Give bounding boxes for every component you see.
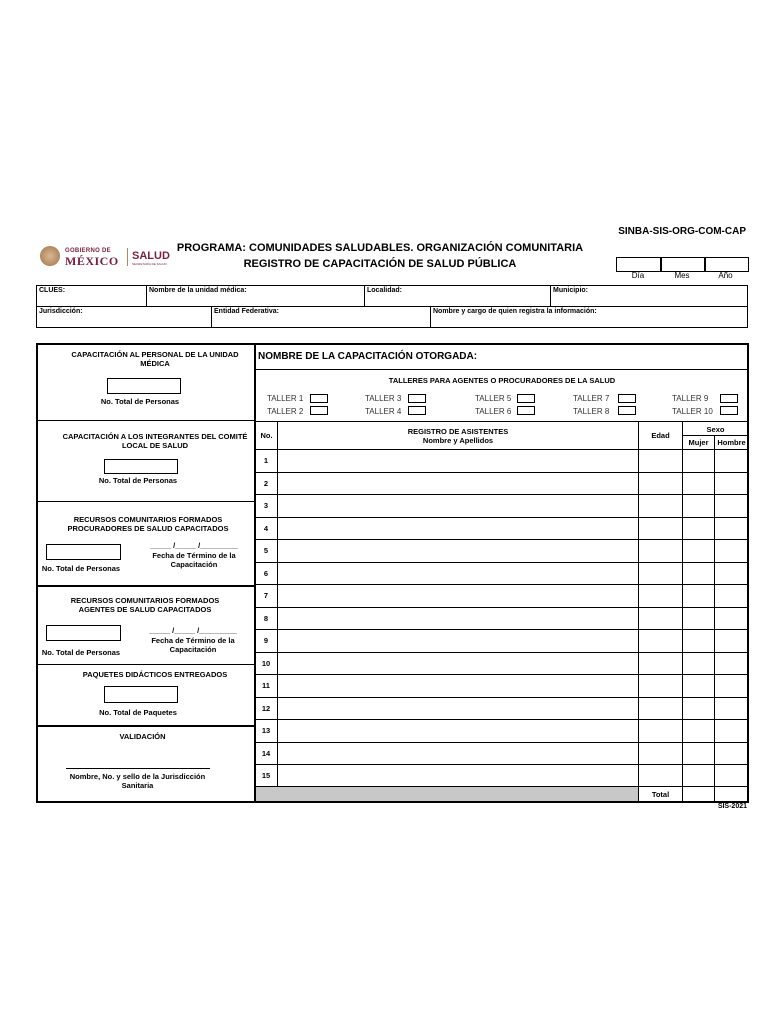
row-number: 4: [263, 524, 269, 533]
s1-divider: [38, 420, 254, 421]
total-row-fill: [256, 786, 638, 801]
row-number: 5: [263, 546, 269, 555]
municipio-field[interactable]: [550, 285, 748, 307]
s5-title: PAQUETES DIDÁCTICOS ENTREGADOS: [82, 670, 228, 679]
table-row[interactable]: [256, 450, 748, 472]
taller-2-label: TALLER 2: [267, 407, 304, 416]
row-number: 13: [261, 726, 271, 735]
total-label: Total: [651, 790, 670, 799]
entidad-field[interactable]: [211, 306, 431, 328]
s3-date-blank[interactable]: _____ /_____ /_________: [150, 541, 238, 550]
logo-separator: [127, 248, 128, 266]
row-number: 9: [263, 636, 269, 645]
localidad-field[interactable]: [364, 285, 551, 307]
signature-line[interactable]: [66, 768, 210, 769]
logo-mexico-text: MÉXICO: [65, 254, 119, 268]
col-sexo-header: Sexo: [706, 425, 725, 434]
col-mujer-header: Mujer: [688, 438, 709, 447]
taller-6-label: TALLER 6: [475, 407, 512, 416]
day-label: Día: [631, 271, 645, 280]
row-number: 1: [263, 456, 269, 465]
s5-total-input[interactable]: [104, 686, 178, 703]
row-number: 3: [263, 501, 269, 510]
year-label: Año: [718, 271, 733, 280]
registrante-field[interactable]: [430, 306, 748, 328]
s4-title: RECURSOS COMUNITARIOS FORMADOS AGENTES DE SALUD CAPACITADOS: [70, 596, 220, 614]
table-row[interactable]: [256, 540, 748, 562]
national-seal-icon: [40, 246, 60, 266]
row-number: 2: [263, 479, 269, 488]
table-row[interactable]: [256, 495, 748, 517]
clues-field[interactable]: [36, 285, 147, 307]
s2-title: CAPACITACIÓN A LOS INTEGRANTES DEL COMITÉ LOCAL DE SALUD: [62, 432, 248, 450]
s3-total-input[interactable]: [46, 544, 121, 560]
col-hombre-header: Hombre: [717, 438, 746, 447]
logo-salud-text: SALUD: [132, 250, 170, 262]
table-row[interactable]: [256, 473, 748, 495]
taller-3-label: TALLER 3: [365, 394, 402, 403]
taller-3-checkbox[interactable]: [408, 394, 426, 403]
table-row[interactable]: [256, 563, 748, 585]
taller-6-checkbox[interactable]: [517, 406, 535, 415]
taller-4-label: TALLER 4: [365, 407, 402, 416]
s2-total-input[interactable]: [104, 459, 178, 474]
row-number: 6: [263, 569, 269, 578]
day-input[interactable]: [616, 257, 662, 272]
unidad-medica-field[interactable]: [146, 285, 365, 307]
logo-salud-subtext: SECRETARÍA DE SALUD: [132, 262, 167, 266]
total-row-line: [256, 786, 748, 787]
s4-total-label: No. Total de Personas: [41, 648, 121, 657]
table-top-line: [256, 421, 748, 422]
s5-divider: [38, 725, 254, 727]
row-number: 7: [263, 591, 269, 600]
sexo-subline: [682, 435, 748, 436]
year-input[interactable]: [704, 257, 749, 272]
s2-total-label: No. Total de Personas: [98, 476, 178, 485]
jurisdiccion-label: Jurisdicción:: [39, 308, 83, 315]
entidad-label: Entidad Federativa:: [214, 308, 279, 315]
municipio-label: Municipio:: [553, 287, 588, 294]
table-row[interactable]: [256, 765, 748, 787]
s1-title: CAPACITACIÓN AL PERSONAL DE LA UNIDAD MÉDICA: [71, 350, 239, 368]
taller-4-checkbox[interactable]: [408, 406, 426, 415]
row-number: 15: [261, 771, 271, 780]
table-row[interactable]: [256, 608, 748, 630]
s2-divider: [38, 501, 254, 502]
localidad-label: Localidad:: [367, 287, 403, 294]
taller-10-checkbox[interactable]: [720, 406, 738, 415]
s3-total-label: No. Total de Personas: [41, 564, 121, 573]
taller-7-label: TALLER 7: [573, 394, 610, 403]
taller-1-checkbox[interactable]: [310, 394, 328, 403]
taller-5-label: TALLER 5: [475, 394, 512, 403]
jurisdiccion-field[interactable]: [36, 306, 212, 328]
table-row[interactable]: [256, 675, 748, 697]
col-registro-header: REGISTRO DE ASISTENTES: [407, 427, 509, 436]
s1-total-label: No. Total de Personas: [100, 397, 180, 406]
table-row[interactable]: [256, 630, 748, 652]
s4-total-input[interactable]: [46, 625, 121, 641]
s6-title: VALIDACIÓN: [119, 732, 166, 741]
col-no-header: No.: [260, 431, 273, 440]
row-number: 12: [261, 704, 271, 713]
taller-9-label: TALLER 9: [672, 394, 709, 403]
s5-total-label: No. Total de Paquetes: [99, 708, 177, 717]
logo-gobierno-text: GOBIERNO DE: [65, 248, 111, 254]
s4-date-label: Fecha de Término de la Capacitación: [151, 636, 235, 654]
taller-10-label: TALLER 10: [672, 407, 713, 416]
table-row[interactable]: [256, 653, 748, 675]
unidad-medica-label: Nombre de la unidad médica:: [149, 287, 247, 294]
col-registro-subheader: Nombre y Apellidos: [422, 436, 494, 445]
s4-date-blank[interactable]: _____ /_____ /_________: [149, 626, 237, 635]
taller-7-checkbox[interactable]: [618, 394, 636, 403]
s6-signature-label: Nombre, No. y sello de la Jurisdicción Sanitaria: [69, 772, 206, 790]
s3-date-label: Fecha de Término de la Capacitación: [152, 551, 236, 569]
row-number: 10: [261, 659, 271, 668]
s3-divider: [38, 585, 254, 587]
form-title: REGISTRO DE CAPACITACIÓN DE SALUD PÚBLICA: [243, 258, 517, 270]
table-row[interactable]: [256, 518, 748, 540]
talleres-title: TALLERES PARA AGENTES O PROCURADORES DE LA SALUD: [388, 376, 616, 385]
registrante-label: Nombre y cargo de quien registra la información:: [433, 308, 597, 315]
taller-8-checkbox[interactable]: [618, 406, 636, 415]
row-number: 14: [261, 749, 271, 758]
form-code: SINBA-SIS-ORG-COM-CAP: [618, 226, 746, 237]
col-edad-header: Edad: [651, 431, 670, 440]
nombre-capacitacion-label: NOMBRE DE LA CAPACITACIÓN OTORGADA:: [258, 351, 478, 362]
month-input[interactable]: [660, 257, 706, 272]
table-row[interactable]: [256, 585, 748, 607]
s3-title: RECURSOS COMUNITARIOS FORMADOS PROCURADORES DE SALUD CAPACITADOS: [67, 515, 229, 533]
month-label: Mes: [674, 271, 690, 280]
taller-2-checkbox[interactable]: [310, 406, 328, 415]
row-number: 8: [263, 614, 269, 623]
form-version: SIS-2021: [717, 803, 747, 810]
program-title: PROGRAMA: COMUNIDADES SALUDABLES. ORGANIZACIÓN COMUNITARIA: [176, 242, 584, 254]
taller-1-label: TALLER 1: [267, 394, 304, 403]
s4-divider: [38, 664, 254, 665]
row-number: 11: [262, 681, 270, 690]
taller-8-label: TALLER 8: [573, 407, 610, 416]
taller-5-checkbox[interactable]: [517, 394, 535, 403]
s1-total-input[interactable]: [107, 378, 181, 394]
capacitacion-divider: [256, 369, 748, 370]
table-row[interactable]: [256, 698, 748, 720]
taller-9-checkbox[interactable]: [720, 394, 738, 403]
table-row[interactable]: [256, 720, 748, 742]
table-row[interactable]: [256, 743, 748, 765]
clues-label: CLUES:: [39, 287, 66, 294]
